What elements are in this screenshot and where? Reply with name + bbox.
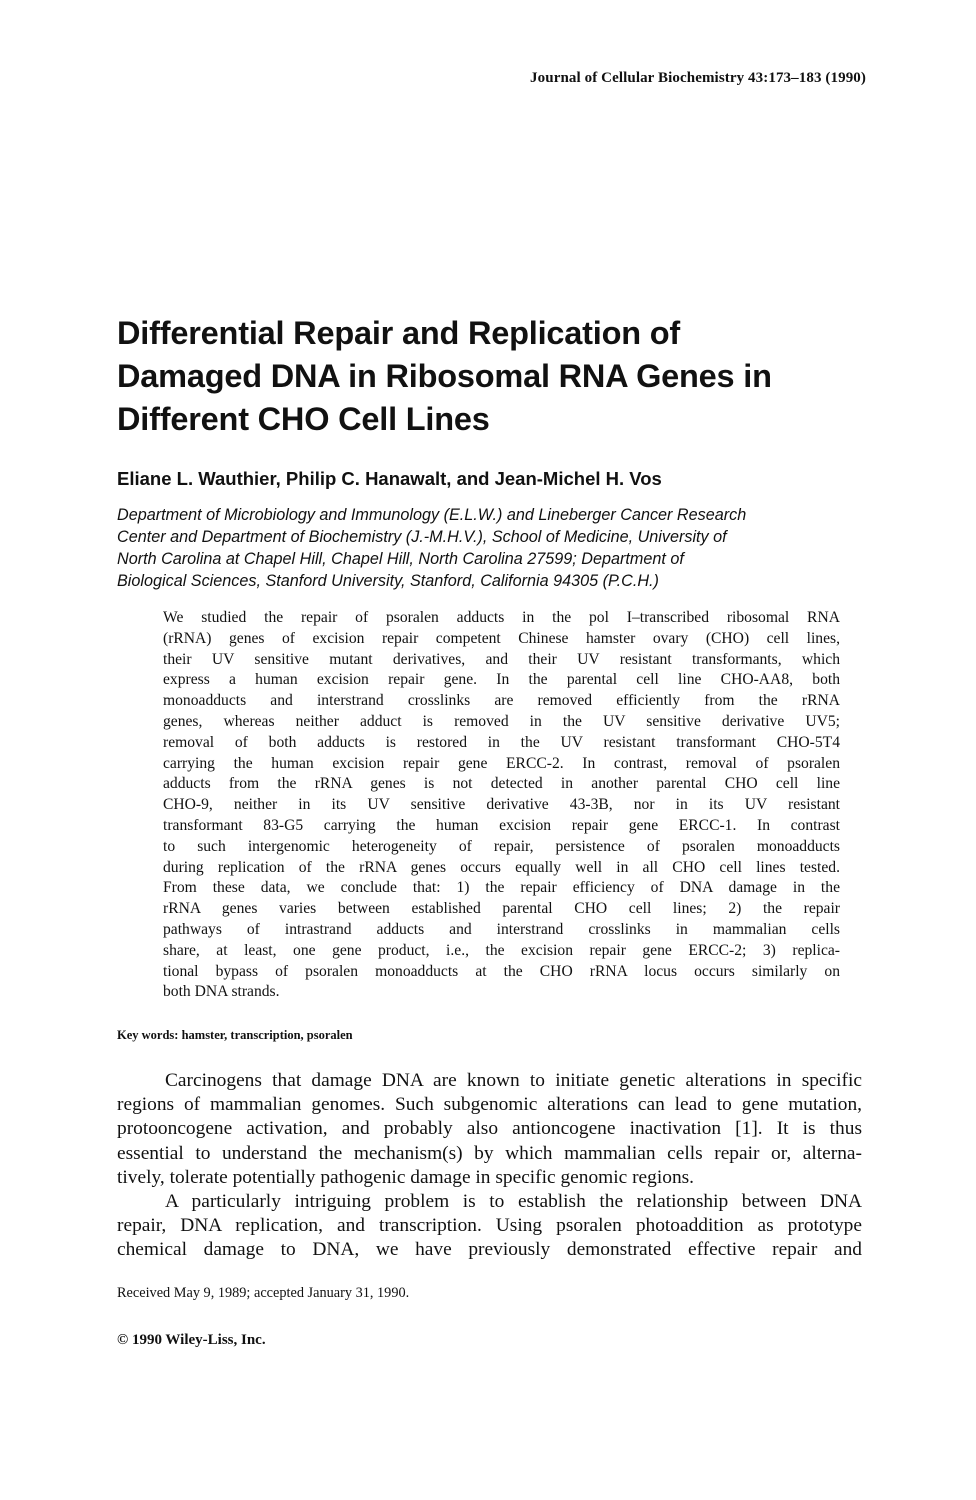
abstract-line: express a human excision repair gene. In the parental cell line CHO-AA8, both [163,671,840,689]
abstract-line: transformant 83-G5 carrying the human excision repair gene ERCC-1. In contrast [163,816,840,834]
abstract-line: pathways of intrastrand adducts and interstrand crosslinks in mammalian cells [163,920,840,938]
authors: Eliane L. Wauthier, Philip C. Hanawalt, and Jean-Michel H. Vos [117,468,662,489]
abstract-line: (rRNA) genes of excision repair competent Chinese hamster ovary (CHO) cell lines, [163,629,840,647]
abstract-line: We studied the repair of psoralen adducts in the pol I–transcribed ribosomal RNA [163,609,840,626]
body-line: essential to understand the mechanism(s) by which mammalian cells repair or, alterna- [117,1142,862,1164]
abstract-line: both DNA strands. [163,983,280,1001]
body-line: chemical damage to DNA, we have previously demonstrated effective repair and [117,1239,862,1261]
abstract-line: monoadducts and interstrand crosslinks are removed efficiently from the rRNA [163,692,840,710]
abstract-line: tional bypass of psoralen monoadducts at the CHO rRNA locus occurs similarly on [163,962,840,980]
abstract-line: their UV sensitive mutant derivatives, and their UV resistant transformants, which [163,650,840,668]
title-line: Damaged DNA in Ribosomal RNA Genes in [117,358,772,394]
article-title [117,312,877,441]
abstract-line: CHO-9, neither in its UV sensitive derivative 43-3B, nor in its UV resistant [163,796,840,814]
abstract-line: carrying the human excision repair gene ERCC-2. In contrast, removal of psoralen [163,754,840,772]
abstract-line: genes, whereas neither adduct is removed in the UV sensitive derivative UV5; [163,712,840,730]
abstract-line: removal of both adducts is restored in the UV resistant transformant CHO-5T4 [163,733,840,751]
affiliation-line: North Carolina at Chapel Hill, Chapel Hill, North Carolina 27599; Department of [117,550,684,568]
title-line: Different CHO Cell Lines [117,401,490,437]
journal-citation: Journal of Cellular Biochemistry 43:173–183 (1990) [530,70,866,86]
abstract-line: From these data, we conclude that: 1) the repair efficiency of DNA damage in the [163,879,840,897]
title-line: Differential Repair and Replication of [117,315,681,351]
body-line: Carcinogens that damage DNA are known to initiate genetic alterations in specific [165,1070,862,1091]
affiliation-line: Biological Sciences, Stanford University, Stanford, California 94305 (P.C.H.) [117,572,659,590]
keywords: Key words: hamster, transcription, psoralen [117,1028,353,1042]
abstract-line: during replication of the rRNA genes occurs equally well in all CHO cell lines tested. [163,858,840,876]
body-line: regions of mammalian genomes. Such subgenomic alterations can lead to gene mutation, [117,1094,862,1116]
body-line: protooncogene activation, and probably also antioncogene inactivation [1]. It is thus [117,1118,862,1140]
body-text [117,1069,862,1263]
copyright: © 1990 Wiley-Liss, Inc. [117,1332,266,1348]
affiliation-line: Department of Microbiology and Immunology (E.L.W.) and Lineberger Cancer Research [117,506,747,524]
abstract-line: rRNA genes varies between established parental CHO cell lines; 2) the repair [163,900,840,918]
affiliation-line: Center and Department of Biochemistry (J.-M.H.V.), School of Medicine, University of [117,528,727,546]
body-line: A particularly intriguing problem is to establish the relationship between DNA [165,1191,862,1213]
abstract-line: to such intergenomic heterogeneity of repair, persistence of psoralen monoadducts [163,837,840,855]
body-line: tively, tolerate potentially pathogenic damage in specific genomic regions. [117,1166,695,1188]
abstract [163,608,840,1003]
abstract-line: share, at least, one gene product, i.e., the excision repair gene ERCC-2; 3) replica- [163,941,840,959]
received-date: Received May 9, 1989; accepted January 31, 1990. [117,1285,410,1301]
abstract-line: adducts from the rRNA genes is not detected in another parental CHO cell line [163,775,840,793]
body-line: repair, DNA replication, and transcription. Using psoralen photoaddition as prototype [117,1215,862,1237]
affiliation [117,504,877,592]
